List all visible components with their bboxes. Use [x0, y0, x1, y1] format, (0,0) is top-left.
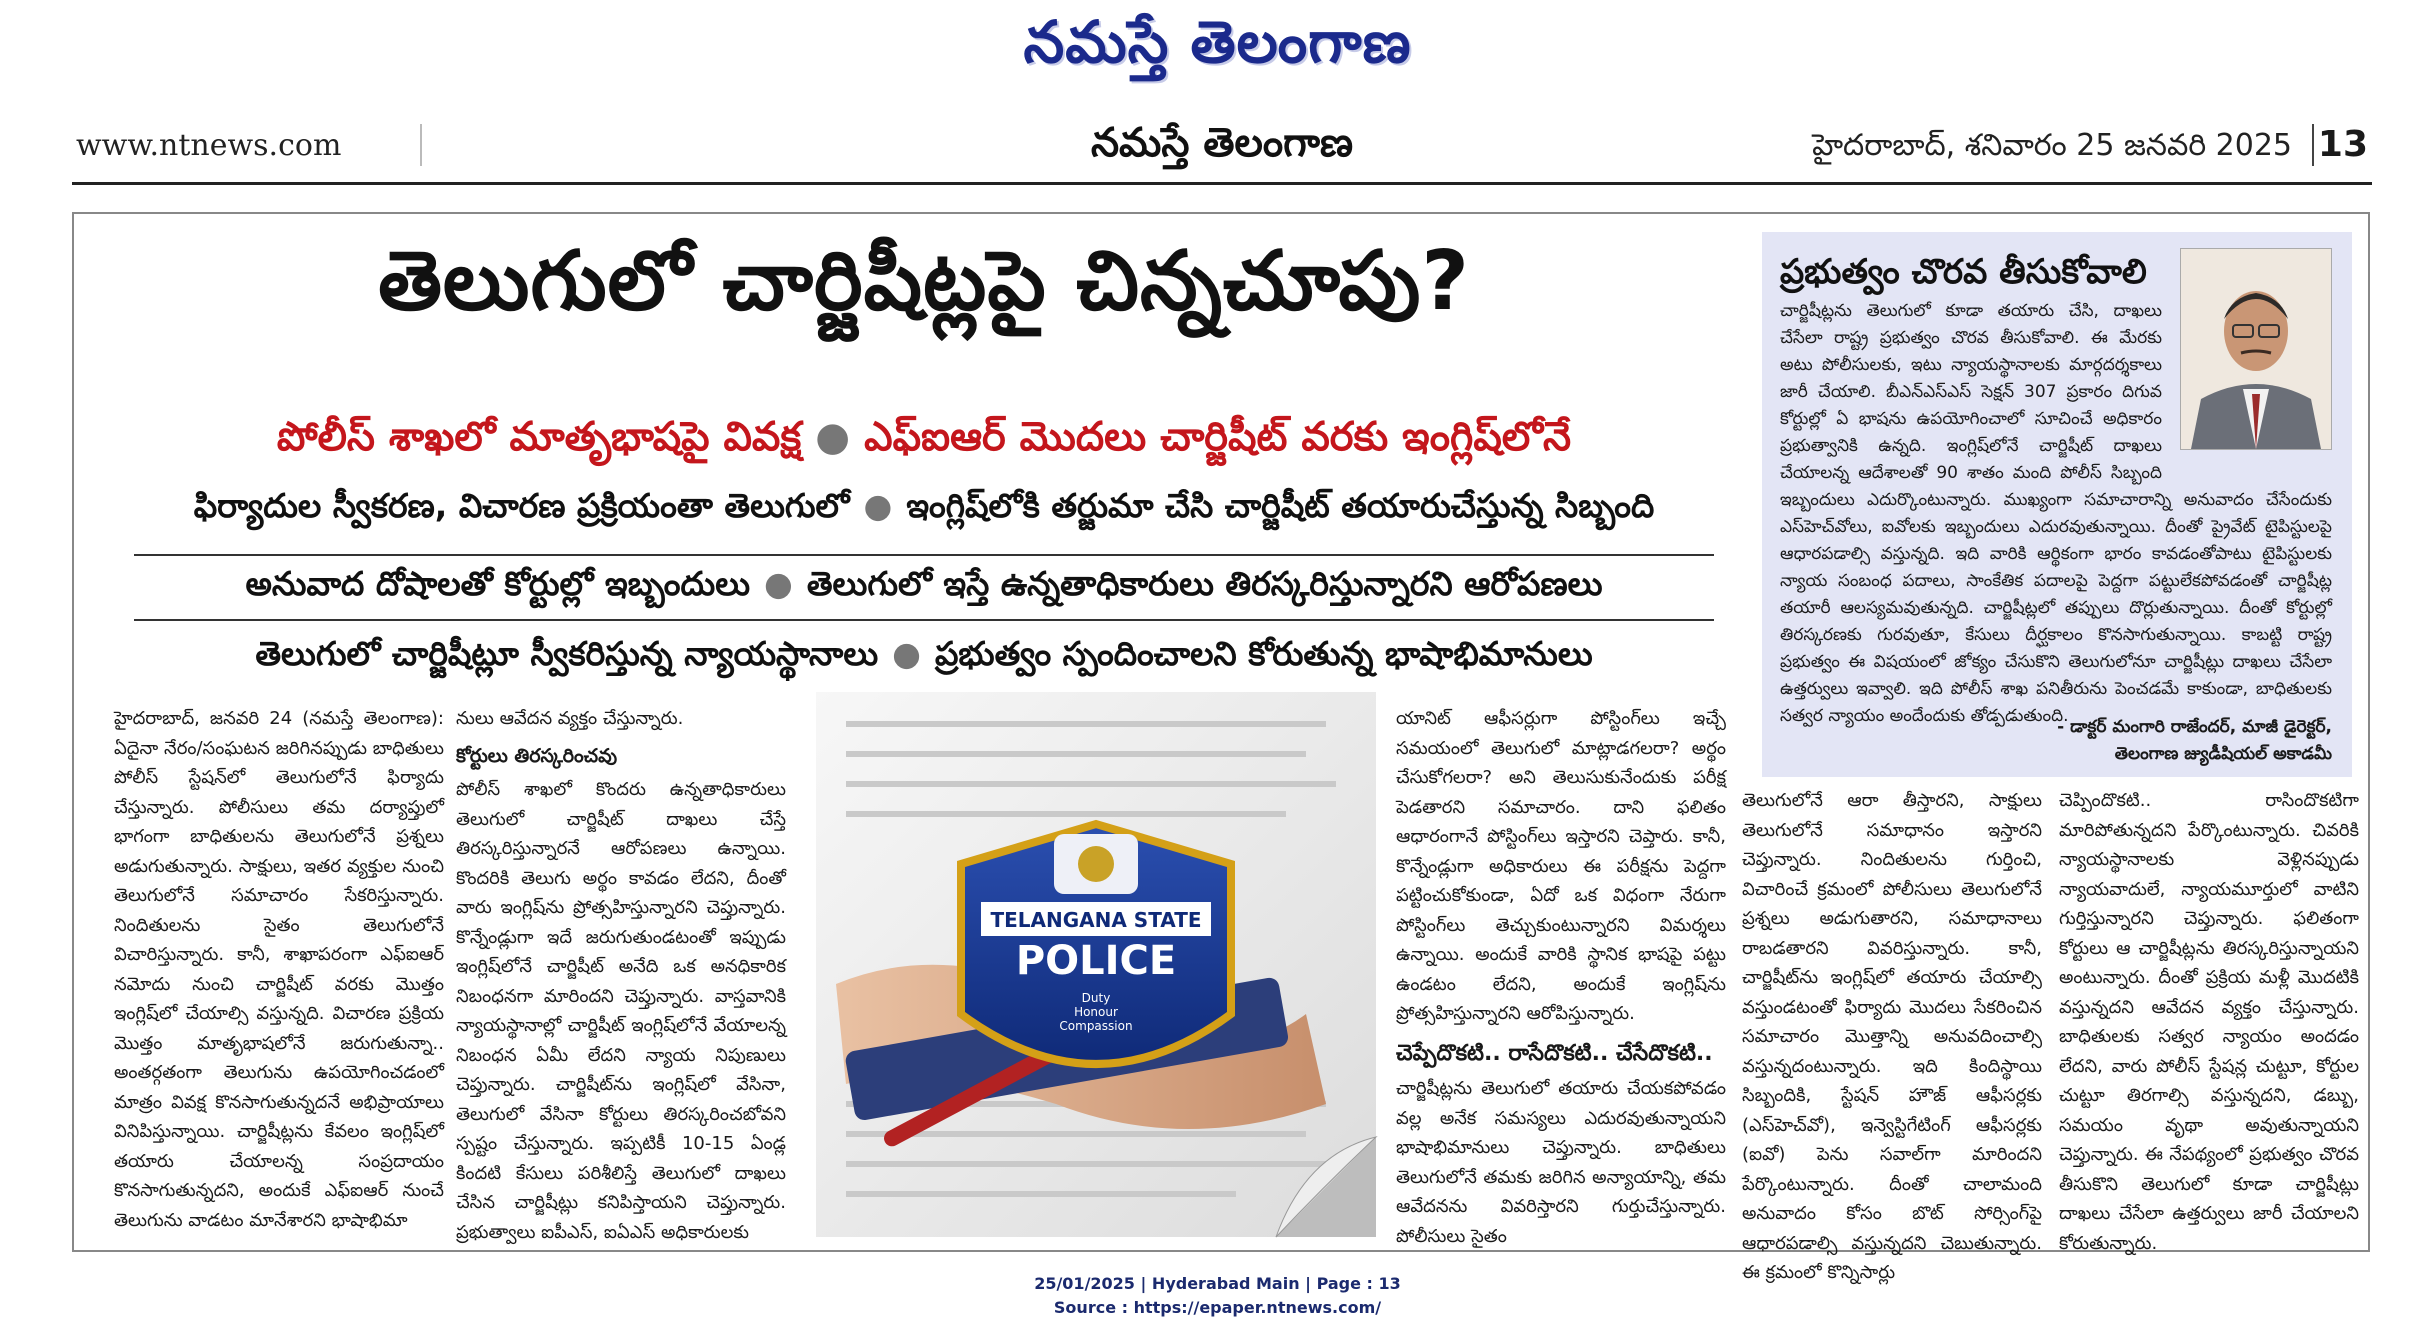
bullet-icon: ● — [815, 414, 851, 460]
masthead-logo[interactable]: నమస్తే తెలంగాణ — [1023, 8, 1412, 76]
sidebar-signature — [2057, 714, 2332, 768]
police-badge-image — [806, 684, 1386, 1249]
masthead — [0, 8, 2435, 83]
article-column-4 — [1396, 704, 1726, 1247]
deck-line-4 — [104, 634, 1744, 681]
folio-bar — [72, 112, 2372, 185]
footer-source-link[interactable]: Source : https://epaper.ntnews.com/ — [1053, 1298, 1382, 1317]
deck-line-3 — [134, 554, 1714, 621]
headline: తెలుగులో చార్జిషీట్లపై చిన్నచూపు? — [378, 234, 1470, 329]
column-text: హైదరాబాద్, జనవరి 24 (నమస్తే తెలంగాణ): ఏదైనా నేరం/సంఘటన జరిగినప్పుడు బాధితులు పోలీస్ స్టేషన్‌లో తెలుగులోనే ఫిర్యాదు చేస్తున్నారు. పోలీసులు తమ దర్యాప్తులో భాగంగా బాధితులను తెలుగులోనే ప్రశ్నలు అడుగుతున్నారు. సాక్షులు, ఇతర వ్యక్తుల నుంచి తెలుగులోనే సమాచారం సేకరిస్తున్నారు. నిందితులను సైతం తెలుగులోనే విచారిస్తున్నారు. కానీ, శాఖాపరంగా ఎఫ్ఐఆర్ నమోదు నుంచి చార్జిషీట్ వరకు మొత్తం ఇంగ్లిష్‌లో చేయాల్సి వస్తున్నది. విచారణ ప్రక్రియ మొత్తం మాతృభాషలోనే జరుగుతున్నా.. అంతర్గతంగా తెలుగును ఉపయోగించడంలో మాత్రం వివక్ష కొనసాగుతున్నదనే అభిప్రాయాలు వినిపిస్తున్నాయి. చార్జిషీట్లను కేవలం ఇంగ్లిష్‌లో తయారు చేయాలన్న సంప్రదాయం కొనసాగుతున్నదని, అందుకే ఎఫ్ఐఆర్ నుంచే తెలుగును వాడటం మానేశారని భాషాభిమా — [114, 708, 444, 1231]
badge-text: POLICE — [1015, 938, 1177, 984]
sidebar-title: ప్రభుత్వం చొరవ తీసుకోవాలి — [1780, 252, 2147, 292]
article-column-5 — [1742, 786, 2042, 1283]
bullet-icon: ● — [863, 486, 893, 525]
column-text: చెప్పిందొకటి.. రాసిందొకటిగా మారిపోతున్నదని పేర్కొంటున్నారు. చివరికి న్యాయస్థానాలకు వెళ్లినప్పుడు న్యాయవాదులే, న్యాయమూర్తులో వాటిని గుర్తిస్తున్నారని చెప్తున్నారు. ఫలితంగా కోర్టులు ఆ చార్జిషీట్లను తిరస్కరిస్తున్నాయని అంటున్నారు. దీంతో ప్రక్రియ మళ్లీ మొదటికి వస్తున్నదని ఆవేదన వ్యక్తం చేస్తున్నారు. బాధితులకు సత్వర న్యాయం అందడం లేదని, వారు పోలీస్ స్టేషన్ల చుట్టూ, కోర్టుల చుట్టూ తిరగాల్సి వస్తున్నదని, డబ్బు, సమయం వృథా అవుతున్నాయని చెప్తున్నారు. ఈ నేపథ్యంలో ప్రభుత్వం చొరవ తీసుకొని తెలుగులో కూడా చార్జిషీట్లు దాఖలు చేసేలా ఉత్తర్వులు జారీ చేయాలని కోరుతున్నారు. — [2059, 790, 2359, 1254]
article-column-6 — [2059, 786, 2359, 1254]
badge-motto: Compassion — [1059, 1019, 1133, 1033]
deck-text: పోలీస్ శాఖలో మాతృభాషపై వివక్ష — [276, 414, 802, 460]
deck-text: ఎఫ్ఐఆర్ మొదలు చార్జిషీట్ వరకు ఇంగ్లిష్‌లోనే — [864, 414, 1572, 460]
website-link[interactable]: www.ntnews.com — [76, 128, 342, 163]
article-column-1 — [114, 704, 444, 1236]
column-text: నులు ఆవేదన వ్యక్తం చేస్తున్నారు. — [456, 708, 684, 729]
subheading: చెప్పేదొకటి.. రాసేదొకటి.. చేసేదొకటి.. — [1396, 1040, 1713, 1066]
deck-line-2 — [104, 486, 1744, 533]
bullet-icon: ● — [764, 564, 793, 603]
column-text: తెలుగులోనే ఆరా తీస్తారని, సాక్షులు తెలుగులోనే సమాధానం ఇస్తారని చెప్తున్నారు. నిందితులను గుర్తించి, విచారించే క్రమంలో పోలీసులు తెలుగులోనే ప్రశ్నలు అడుగుతారని, సమాధానాలు రాబడతారని వివరిస్తున్నారు. కానీ, చార్జిషీట్‌ను ఇంగ్లిష్‌లో తయారు చేయాల్సి వస్తుండటంతో ఫిర్యాదు మొదలు సేకరించిన సమాచారం మొత్తాన్ని అనువదించాల్సి వస్తున్నదంటున్నారు. ఇది కిందిస్థాయి సిబ్బందికి, స్టేషన్ హౌజ్ ఆఫీసర్లకు (ఎస్‌హెచ్‌వో), ఇన్వెస్టిగేటింగ్ ఆఫీసర్లకు (ఐవో) పెను సవాల్‌గా మారిందని పేర్కొంటున్నారు. దీంతో చాలామంది అనువాదం కోసం బొట్ సోర్సింగ్‌పై ఆధారపడాల్సి వస్తున్నదని చెబుతున్నారు. ఈ క్రమంలో కొన్నిసార్లు — [1742, 790, 2042, 1283]
column-text: చార్జిషీట్లను తెలుగులో తయారు చేయకపోవడం వల్ల అనేక సమస్యలు ఎదురవుతున్నాయని భాషాభిమానులు చెప్తున్నారు. బాధితులు తెలుగులోనే తమకు జరిగిన అన్యాయాన్ని, తమ ఆవేదనను వివరిస్తారని గుర్తుచేస్తున్నారు. పోలీసులు సైతం — [1396, 1078, 1726, 1247]
page-number: 13 — [2317, 124, 2368, 165]
badge-motto: Duty — [1081, 991, 1111, 1005]
signature-line: తెలంగాణ జ్యుడీషియల్ అకాడమీ — [2114, 744, 2332, 764]
photo-wrap-space — [2162, 298, 2332, 478]
sidebar-opinion-box — [1762, 232, 2352, 777]
police-illustration — [806, 684, 1386, 1249]
bullet-icon: ● — [892, 634, 921, 673]
deck-text: ప్రభుత్వం స్పందించాలని కోరుతున్న భాషాభిమానులు — [934, 634, 1593, 673]
deck-text: తెలుగులో ఇస్తే ఉన్నతాధికారులు తిరస్కరిస్తున్నారని ఆరోపణలు — [806, 564, 1603, 603]
footer-edition-info: 25/01/2025 | Hyderabad Main | Page : 13 — [1034, 1274, 1401, 1293]
signature-line: - డాక్టర్ మంగారి రాజేందర్, మాజీ డైరెక్టర్, — [2057, 717, 2332, 737]
sidebar-body — [1780, 298, 2332, 726]
subheading: కోర్టులు తిరస్కరించవు — [456, 744, 618, 767]
deck-text: ఫిర్యాదుల స్వీకరణ, విచారణ ప్రక్రియంతా తెలుగులో — [193, 486, 850, 525]
article-column-2 — [456, 704, 786, 1243]
badge-text: TELANGANA STATE — [990, 908, 1202, 932]
deck-text: అనువాద దోషాలతో కోర్టుల్లో ఇబ్బందులు — [245, 564, 751, 603]
deck-text: ఇంగ్లిష్‌లోకి తర్జుమా చేసి చార్జిషీట్ తయారుచేస్తున్న సిబ్బంది — [906, 486, 1655, 525]
deck-text: తెలుగులో చార్జిషీట్లూ స్వీకరిస్తున్న న్యాయస్థానాలు — [255, 634, 879, 673]
dateline: హైదరాబాద్, శనివారం 25 జనవరి 2025 — [1812, 128, 2292, 163]
page-footer — [0, 1272, 2435, 1320]
column-text: యానిట్ ఆఫీసర్లుగా పోస్టింగ్‌లు ఇచ్చే సమయంలో తెలుగులో మాట్లాడగలరా? అర్థం చేసుకోగలరా? అని తెలుసుకునేందుకు పరీక్ష పెడతారని సమాచారం. దాని ఫలితం ఆధారంగానే పోస్టింగ్‌లు ఇస్తారని చెప్తారు. కానీ, కొన్నేండ్లుగా అధికారులు ఈ పరీక్షను పెద్దగా పట్టించుకోకుండా, ఏదో ఒక విధంగా నేరుగా పోస్టింగ్‌లు తెచ్చుకుంటున్నారని విమర్శలు ఉన్నాయి. అందుకే వారికి స్థానిక భాషపై పట్టు ఉండటం లేదని, అందుకే ఇంగ్లిష్‌ను ప్రోత్సహిస్తున్నారని ఆరోపిస్తున్నారు. — [1396, 708, 1726, 1024]
folio-paper-name: నమస్తే తెలంగాణ — [1090, 120, 1354, 166]
article — [72, 212, 2370, 1283]
sidebar-text: చార్జిషీట్లను తెలుగులో కూడా తయారు చేసి, దాఖలు చేసేలా రాష్ట్ర ప్రభుత్వం చొరవ తీసుకోవాలి. ఈ మేరకు అటు పోలీసులకు, ఇటు న్యాయస్థానాలకు మార్గదర్శకాలు జారీ చేయాలి. బీఎన్ఎస్ఎస్ సెక్షన్ 307 ప్రకారం దిగువ కోర్టుల్లో ఏ భాషను ఉపయోగించాలో సూచించే అధికారం ప్రభుత్వానికి ఉన్నది. ఇంగ్లిష్‌లోనే చార్జిషీట్ దాఖలు చేయాలన్న ఆదేశాలతో 90 శాతం మంది పోలీస్ సిబ్బంది ఇబ్బందులు ఎదుర్కొంటున్నారు. ముఖ్యంగా సమాచారాన్ని అనువాదం చేసేందుకు ఎస్‌హెచ్‌వోలు, ఐవోలకు ఇబ్బందులు ఎదురవుతున్నాయి. దీంతో ప్రైవేట్ టైపిస్టులపై ఆధారపడాల్సి వస్తున్నది. ఇది వారికి ఆర్థికంగా భారం కావడంతోపాటు టైపిస్టులకు న్యాయ సంబంధ పదాలు, సాంకేతిక పదాలపై పెద్దగా పట్టులేకపోవడంతో చార్జిషీట్ల తయారీ ఆలస్యమవుతున్నది. చార్జిషీట్లలో తప్పులు దొర్లుతున్నాయి. దీంతో కోర్టుల్లో తిరస్కరణకు గురవుతూ, కేసులు దీర్ఘకాలం కొనసాగుతున్నాయి. కాబట్టి రాష్ట్ర ప్రభుత్వం ఈ విషయంలో జోక్యం చేసుకొని తెలుగులోనూ చార్జిషీట్లు దాఖలు చేసేలా ఉత్తర్వులు ఇవ్వాలి. ఇది పోలీస్ శాఖ పనితీరును పెంచడమే కాకుండా, బాధితులకు సత్వర న్యాయం అందేందుకు తోడ్పడుతుంది. — [1780, 301, 2332, 726]
column-text: పోలీస్ శాఖలో కొందరు ఉన్నతాధికారులు తెలుగులో చార్జిషీట్ దాఖలు చేస్తే తిరస్కరిస్తున్నారనే ఆరోపణలు ఉన్నాయి. కొందరికి తెలుగు అర్థం కావడం లేదని, దీంతో వారు ఇంగ్లిష్‌ను ప్రోత్సహిస్తున్నారని చెప్తున్నారు. కొన్నేండ్లుగా ఇదే జరుగుతుండటంతో ఇప్పుడు ఇంగ్లిష్‌లోనే చార్జిషీట్ అనేది ఒక అనధికారిక నిబంధనగా మారిందని చెప్తున్నారు. వాస్తవానికి న్యాయస్థానాల్లో చార్జిషీట్ ఇంగ్లిష్‌లోనే వేయాలన్న నిబంధన ఏమీ లేదని న్యాయ నిపుణులు చెప్తున్నారు. చార్జిషీట్‌ను ఇంగ్లిష్‌లో వేసినా, తెలుగులో వేసినా కోర్టులు తిరస్కరించబోవని స్పష్టం చేస్తున్నారు. ఇప్పటికీ 10-15 ఏండ్ల కిందటి కేసులు పరిశీలిస్తే తెలుగులో దాఖలు చేసిన చార్జిషీట్లు కనిపిస్తాయని చెప్తున్నారు. ప్రభుత్వాలు ఐపీఎస్, ఐఏఎస్ అధికారులకు — [456, 779, 786, 1243]
deck-line-1 — [104, 414, 1744, 470]
badge-motto: Honour — [1074, 1005, 1118, 1019]
divider — [2312, 124, 2314, 166]
